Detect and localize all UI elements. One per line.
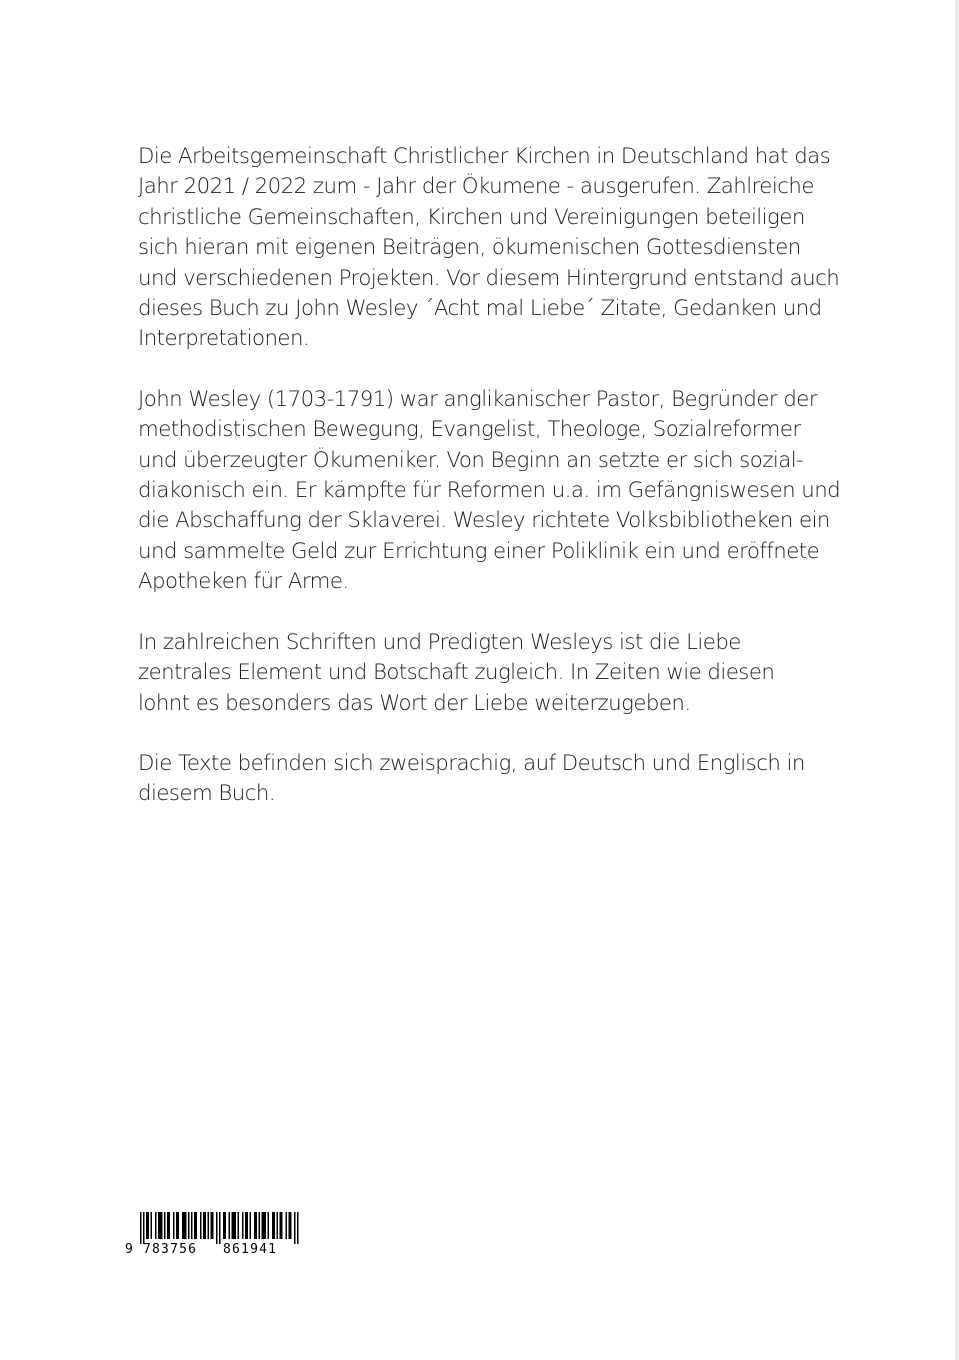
- text-line: lohnt es besonders das Wort der Liebe weiterzugeben.: [138, 690, 691, 716]
- barcode-bars-icon: [140, 1212, 300, 1244]
- text-line: Interpretationen.: [138, 326, 310, 352]
- page-edge-strip: [955, 0, 959, 1360]
- barcode-first-digit: 9: [125, 1242, 135, 1257]
- text-line: Apotheken für Arme.: [138, 569, 349, 595]
- text-line: christliche Gemeinschaften, Kirchen und Vereinigungen beteiligen: [138, 204, 805, 230]
- text-line: dieses Buch zu John Wesley ´Acht mal Liebe´ Zitate, Gedanken und: [138, 296, 822, 322]
- text-line: diesem Buch.: [138, 781, 276, 807]
- paragraph-intro: [138, 142, 838, 355]
- back-cover-text: [138, 142, 841, 840]
- text-line: zentrales Element und Botschaft zugleich. In Zeiten wie diesen: [138, 660, 775, 686]
- text-line: die Abschaffung der Sklaverei. Wesley richtete Volksbibliotheken ein: [138, 508, 830, 534]
- text-line: Die Arbeitsgemeinschaft Christlicher Kirchen in Deutschland hat das: [138, 144, 831, 169]
- paragraph-bilingual-note: [138, 749, 838, 810]
- barcode-right-group: 861941: [223, 1242, 278, 1257]
- text-line: und sammelte Geld zur Errichtung einer Poliklinik ein und eröffnete: [138, 538, 820, 564]
- text-line: In zahlreichen Schriften und Predigten Wesleys ist die Liebe: [138, 629, 741, 655]
- isbn-barcode: [120, 1212, 310, 1262]
- text-line: diakonisch ein. Er kämpfte für Reformen u.a. im Gefängniswesen und: [138, 478, 841, 504]
- text-line: Die Texte befinden sich zweisprachig, auf Deutsch und Englisch in: [138, 750, 805, 776]
- paragraph-biography: [138, 385, 841, 598]
- text-line: Jahr 2021 / 2022 zum - Jahr der Ökumene - ausgerufen. Zahlreiche: [138, 174, 814, 200]
- text-line: sich hieran mit eigenen Beiträgen, ökumenischen Gottesdiensten: [138, 235, 801, 261]
- text-line: John Wesley (1703-1791) war anglikanischer Pastor, Begründer der: [138, 386, 818, 412]
- barcode-left-group: 783756: [143, 1242, 198, 1257]
- text-line: und verschiedenen Projekten. Vor diesem Hintergrund entstand auch: [138, 265, 840, 291]
- paragraph-love-theme: [138, 628, 838, 719]
- text-line: methodistischen Bewegung, Evangelist, Theologe, Sozialreformer: [138, 417, 801, 443]
- text-line: und überzeugter Ökumeniker. Von Beginn an setzte er sich sozial-: [138, 447, 804, 473]
- barcode-digits: [120, 1242, 310, 1262]
